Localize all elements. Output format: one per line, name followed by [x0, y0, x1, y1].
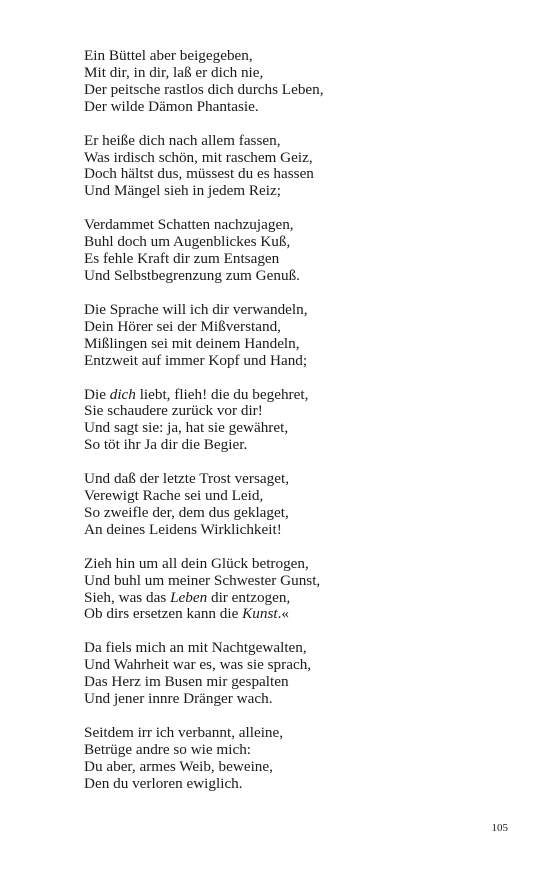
verse-text: liebt, flieh! die du begehret,	[135, 385, 309, 403]
verse-line: Buhl doch um Augenblickes Kuß,	[84, 233, 291, 251]
verse-line: Und Wahrheit war es, was sie sprach,	[84, 656, 312, 674]
verse-line: Und daß der letzte Trost versaget,	[84, 470, 289, 488]
verse-line: Dein Hörer sei der Mißverstand,	[84, 317, 281, 335]
verse-line: Und sagt sie: ja, hat sie gewähret,	[84, 419, 289, 437]
emphasized-word: dich	[109, 385, 136, 403]
stanza	[84, 48, 504, 116]
verse-line: Und Mängel sieh in jedem Reiz;	[84, 182, 281, 200]
emphasized-word: Leben	[170, 588, 208, 606]
verse-line: Und jener innre Dränger wach.	[84, 690, 273, 708]
stanza	[84, 302, 504, 370]
stanza	[84, 556, 504, 624]
verse-line: Verewigt Rache sei und Leid,	[84, 487, 264, 505]
verse-line: Entzweit auf immer Kopf und Hand;	[84, 351, 308, 369]
verse-line: An deines Leidens Wirklichkeit!	[84, 520, 282, 538]
verse-line: Er heiße dich nach allem fassen,	[84, 131, 281, 149]
verse-line: Mißlingen sei mit deinem Handeln,	[84, 334, 300, 352]
verse-line: Und buhl um meiner Schwester Gunst,	[84, 571, 321, 589]
verse-text: dir entzogen,	[207, 588, 291, 606]
verse-line: Der peitsche rastlos dich durchs Leben,	[84, 80, 324, 98]
verse-line: So töt ihr Ja dir die Begier.	[84, 436, 248, 454]
stanza	[84, 133, 504, 201]
verse-line: Was irdisch schön, mit raschem Geiz,	[84, 148, 313, 166]
verse-line: Verdammet Schatten nachzujagen,	[84, 216, 294, 234]
stanza	[84, 387, 504, 455]
verse-line: Das Herz im Busen mir gespalten	[84, 673, 289, 691]
poem-text	[84, 48, 504, 810]
stanza	[84, 217, 504, 285]
verse-line: Ein Büttel aber beigegeben,	[84, 47, 253, 64]
verse-line: Seitdem irr ich verbannt, alleine,	[84, 724, 284, 741]
verse-line: So zweifle der, dem dus geklaget,	[84, 503, 289, 521]
page-number: 105	[491, 822, 508, 834]
verse-line	[84, 387, 504, 404]
verse-line: Da fiels mich an mit Nachtgewalten,	[84, 639, 307, 657]
verse-text: .«	[277, 605, 289, 623]
verse-line: Sie schaudere zurück vor dir!	[84, 402, 263, 420]
verse-line: Du aber, armes Weib, beweine,	[84, 757, 273, 775]
verse-text: Sieh, was das	[84, 588, 171, 606]
verse-line: Mit dir, in dir, laß er dich nie,	[84, 63, 264, 81]
verse-text: Die	[84, 385, 110, 403]
verse-line: Es fehle Kraft dir zum Entsagen	[84, 250, 280, 268]
verse-line: Und Selbstbegrenzung zum Genuß.	[84, 266, 300, 284]
verse-line: Doch hältst dus, müssest du es hassen	[84, 165, 314, 183]
verse-line: Die Sprache will ich dir verwandeln,	[84, 300, 308, 318]
emphasized-word: Kunst	[242, 605, 278, 623]
verse-line: Der wilde Dämon Phantasie.	[84, 97, 259, 115]
stanza	[84, 640, 504, 708]
stanza	[84, 471, 504, 539]
verse-text: Ob dirs ersetzen kann die	[84, 605, 243, 623]
verse-line	[84, 606, 504, 623]
verse-line: Betrüge andre so wie mich:	[84, 740, 252, 758]
stanza	[84, 725, 504, 793]
verse-line	[84, 590, 504, 607]
verse-line: Zieh hin um all dein Glück betrogen,	[84, 554, 309, 572]
verse-line: Den du verloren ewiglich.	[84, 774, 243, 792]
